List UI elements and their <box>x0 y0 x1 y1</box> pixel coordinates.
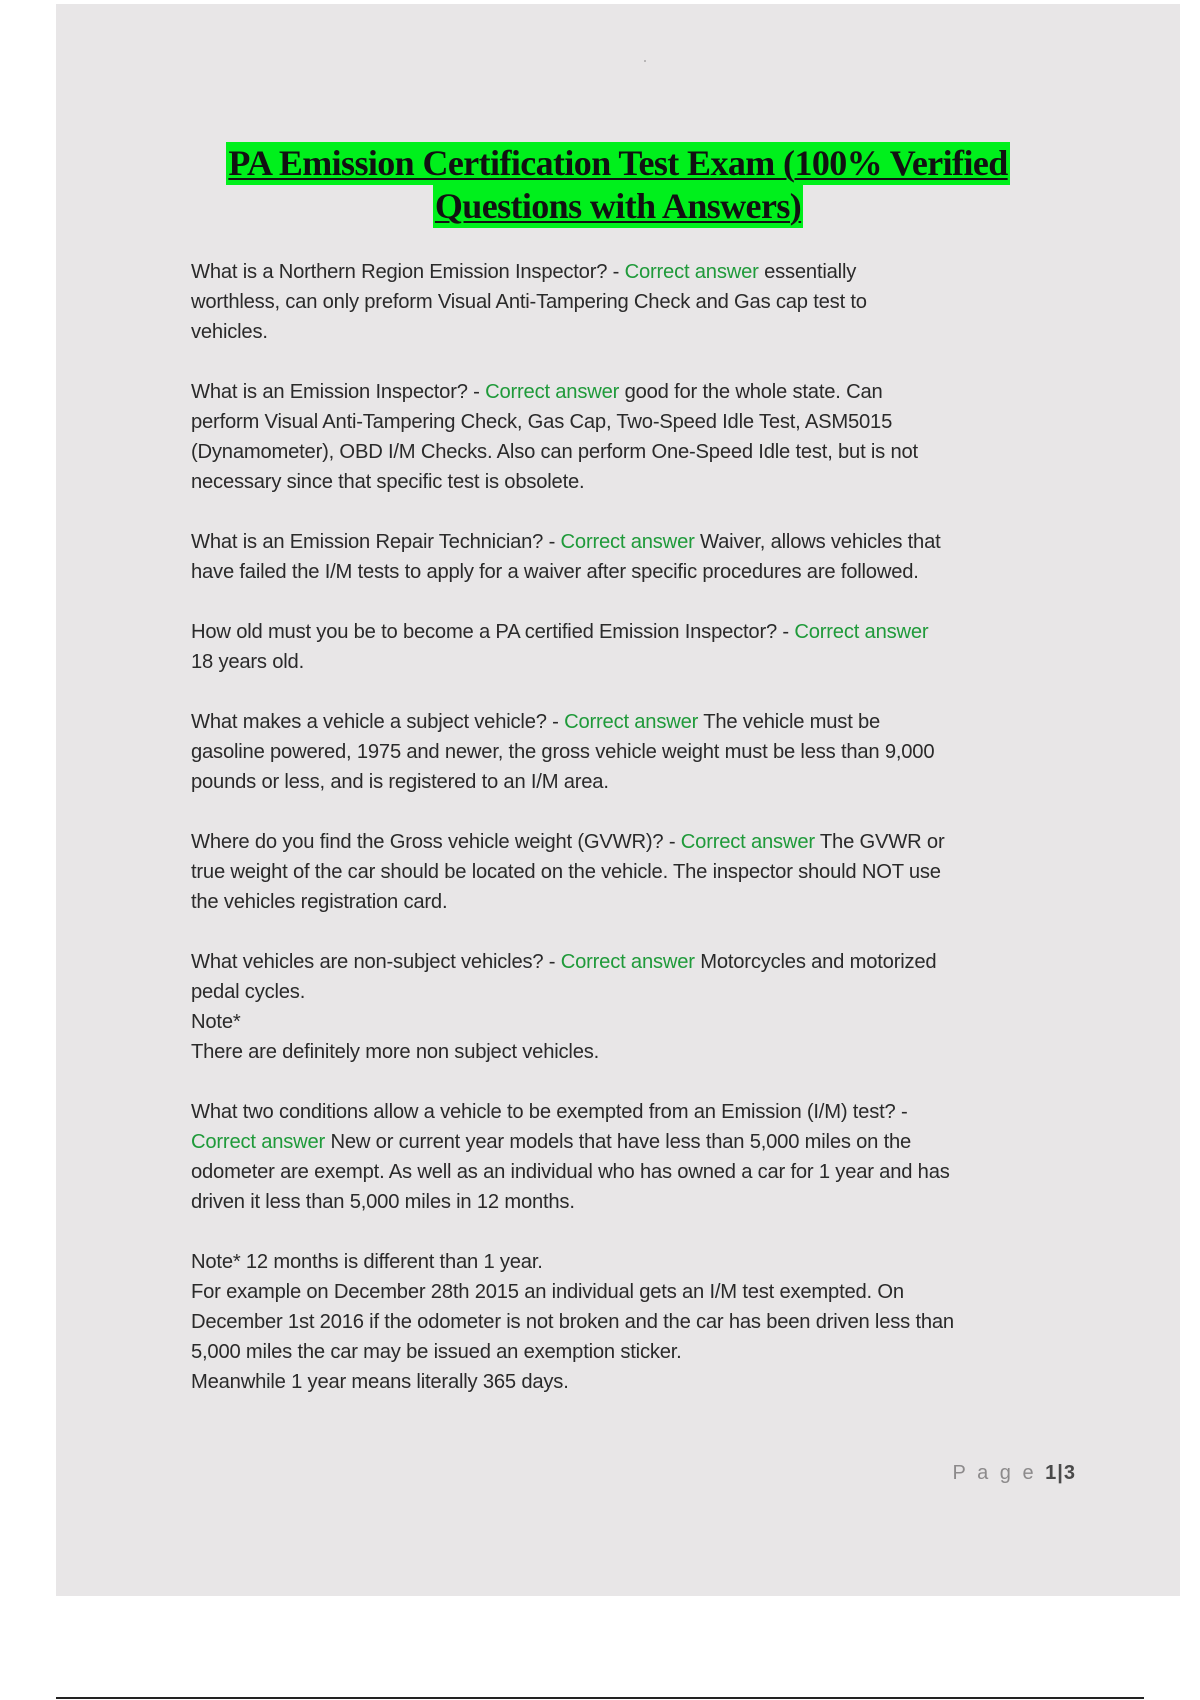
correct-answer-label: Correct answer <box>680 831 815 853</box>
qa-line <box>191 1367 1106 1397</box>
qa-item <box>191 1097 1106 1217</box>
qa-text: 5,000 miles the car may be issued an exemption sticker. <box>191 1341 682 1363</box>
qa-text: New or current year models that have less than 5,000 miles on the <box>325 1131 912 1153</box>
qa-text: Motorcycles and motorized <box>694 951 937 973</box>
qa-text: Note* 12 months is different than 1 year. <box>191 1251 543 1273</box>
title-line-2: Questions with Answers) <box>434 186 802 226</box>
qa-item <box>191 377 1106 497</box>
qa-text: There are definitely more non subject vehicles. <box>191 1041 600 1063</box>
qa-line <box>191 527 1106 557</box>
qa-line <box>191 1277 1106 1307</box>
qa-text: true weight of the car should be located on the vehicle. The inspector should NOT use <box>191 861 941 883</box>
qa-text: What is a Northern Region Emission Inspector? - <box>191 261 625 283</box>
qa-text: How old must you be to become a PA certified Emission Inspector? - <box>191 621 795 643</box>
qa-line <box>191 857 1106 887</box>
document-title <box>56 142 1180 228</box>
qa-item <box>191 617 1106 677</box>
qa-line <box>191 377 1106 407</box>
qa-text: What makes a vehicle a subject vehicle? - <box>191 711 565 733</box>
qa-list <box>191 257 1106 1427</box>
correct-answer-label: Correct answer <box>624 261 759 283</box>
page-number <box>906 1462 1076 1485</box>
correct-answer-label: Correct answer <box>794 621 929 643</box>
qa-line <box>191 1247 1106 1277</box>
qa-line <box>191 887 1106 917</box>
qa-line <box>191 467 1106 497</box>
qa-item <box>191 257 1106 347</box>
correct-answer-label: Correct answer <box>560 531 695 553</box>
qa-line <box>191 707 1106 737</box>
qa-line <box>191 437 1106 467</box>
qa-text: perform Visual Anti-Tampering Check, Gas Cap, Two-Speed Idle Test, ASM5015 <box>191 411 893 433</box>
qa-text: Where do you find the Gross vehicle weight (GVWR)? - <box>191 831 681 853</box>
qa-text: have failed the I/M tests to apply for a waiver after specific procedures are followed. <box>191 561 919 583</box>
qa-text: Meanwhile 1 year means literally 365 days. <box>191 1371 569 1393</box>
qa-text: For example on December 28th 2015 an individual gets an I/M test exempted. On <box>191 1281 904 1303</box>
qa-text: essentially <box>758 261 857 283</box>
page-divider <box>56 1697 1144 1699</box>
qa-text: necessary since that specific test is obsolete. <box>191 471 585 493</box>
qa-line <box>191 947 1106 977</box>
correct-answer-label: Correct answer <box>560 951 695 973</box>
qa-line <box>191 1157 1106 1187</box>
qa-line <box>191 1097 1106 1127</box>
qa-line <box>191 1187 1106 1217</box>
title-line-1: PA Emission Certification Test Exam (100% Verified <box>228 143 1008 183</box>
qa-line <box>191 647 1106 677</box>
page-separator: | <box>1057 1462 1064 1484</box>
qa-text: Note* <box>191 1011 241 1033</box>
qa-line <box>191 1037 1106 1067</box>
qa-text: good for the whole state. Can <box>619 381 883 403</box>
qa-text: gasoline powered, 1975 and newer, the gross vehicle weight must be less than 9,000 <box>191 741 935 763</box>
qa-text: Waiver, allows vehicles that <box>694 531 941 553</box>
page-label: P a g e <box>952 1462 1037 1484</box>
qa-text: odometer are exempt. As well as an individual who has owned a car for 1 year and has <box>191 1161 950 1183</box>
qa-line <box>191 1127 1106 1157</box>
qa-line <box>191 767 1106 797</box>
correct-answer-label: Correct answer <box>485 381 620 403</box>
qa-line <box>191 317 1106 347</box>
qa-text: What is an Emission Inspector? - <box>191 381 486 403</box>
qa-text: 18 years old. <box>191 651 304 673</box>
correct-answer-label: Correct answer <box>564 711 699 733</box>
qa-text: What vehicles are non-subject vehicles? - <box>191 951 561 973</box>
qa-text: What two conditions allow a vehicle to be exempted from an Emission (I/M) test? - <box>191 1101 908 1123</box>
qa-text: December 1st 2016 if the odometer is not broken and the car has been driven less than <box>191 1311 954 1333</box>
qa-line <box>191 827 1106 857</box>
qa-line <box>191 1337 1106 1367</box>
qa-line <box>191 737 1106 767</box>
qa-text: pedal cycles. <box>191 981 306 1003</box>
page-marker <box>644 60 646 62</box>
qa-line <box>191 257 1106 287</box>
qa-item <box>191 947 1106 1067</box>
qa-text: pounds or less, and is registered to an I/M area. <box>191 771 609 793</box>
page-total: 3 <box>1063 1462 1076 1484</box>
qa-line <box>191 557 1106 587</box>
qa-item <box>191 827 1106 917</box>
qa-line <box>191 617 1106 647</box>
qa-item <box>191 527 1106 587</box>
qa-text: vehicles. <box>191 321 268 343</box>
qa-text: driven it less than 5,000 miles in 12 months. <box>191 1191 575 1213</box>
qa-item <box>191 1247 1106 1397</box>
qa-line <box>191 407 1106 437</box>
qa-text: What is an Emission Repair Technician? - <box>191 531 561 553</box>
qa-text: worthless, can only preform Visual Anti-Tampering Check and Gas cap test to <box>191 291 867 313</box>
qa-text: (Dynamometer), OBD I/M Checks. Also can perform One-Speed Idle test, but is not <box>191 441 918 463</box>
page-current: 1 <box>1045 1462 1058 1484</box>
qa-line <box>191 287 1106 317</box>
qa-line <box>191 1307 1106 1337</box>
correct-answer-label: Correct answer <box>191 1131 326 1153</box>
qa-line <box>191 977 1106 1007</box>
qa-item <box>191 707 1106 797</box>
qa-text: the vehicles registration card. <box>191 891 448 913</box>
document-page <box>56 4 1180 1596</box>
qa-line <box>191 1007 1106 1037</box>
qa-text: The vehicle must be <box>698 711 881 733</box>
qa-text: The GVWR or <box>814 831 945 853</box>
